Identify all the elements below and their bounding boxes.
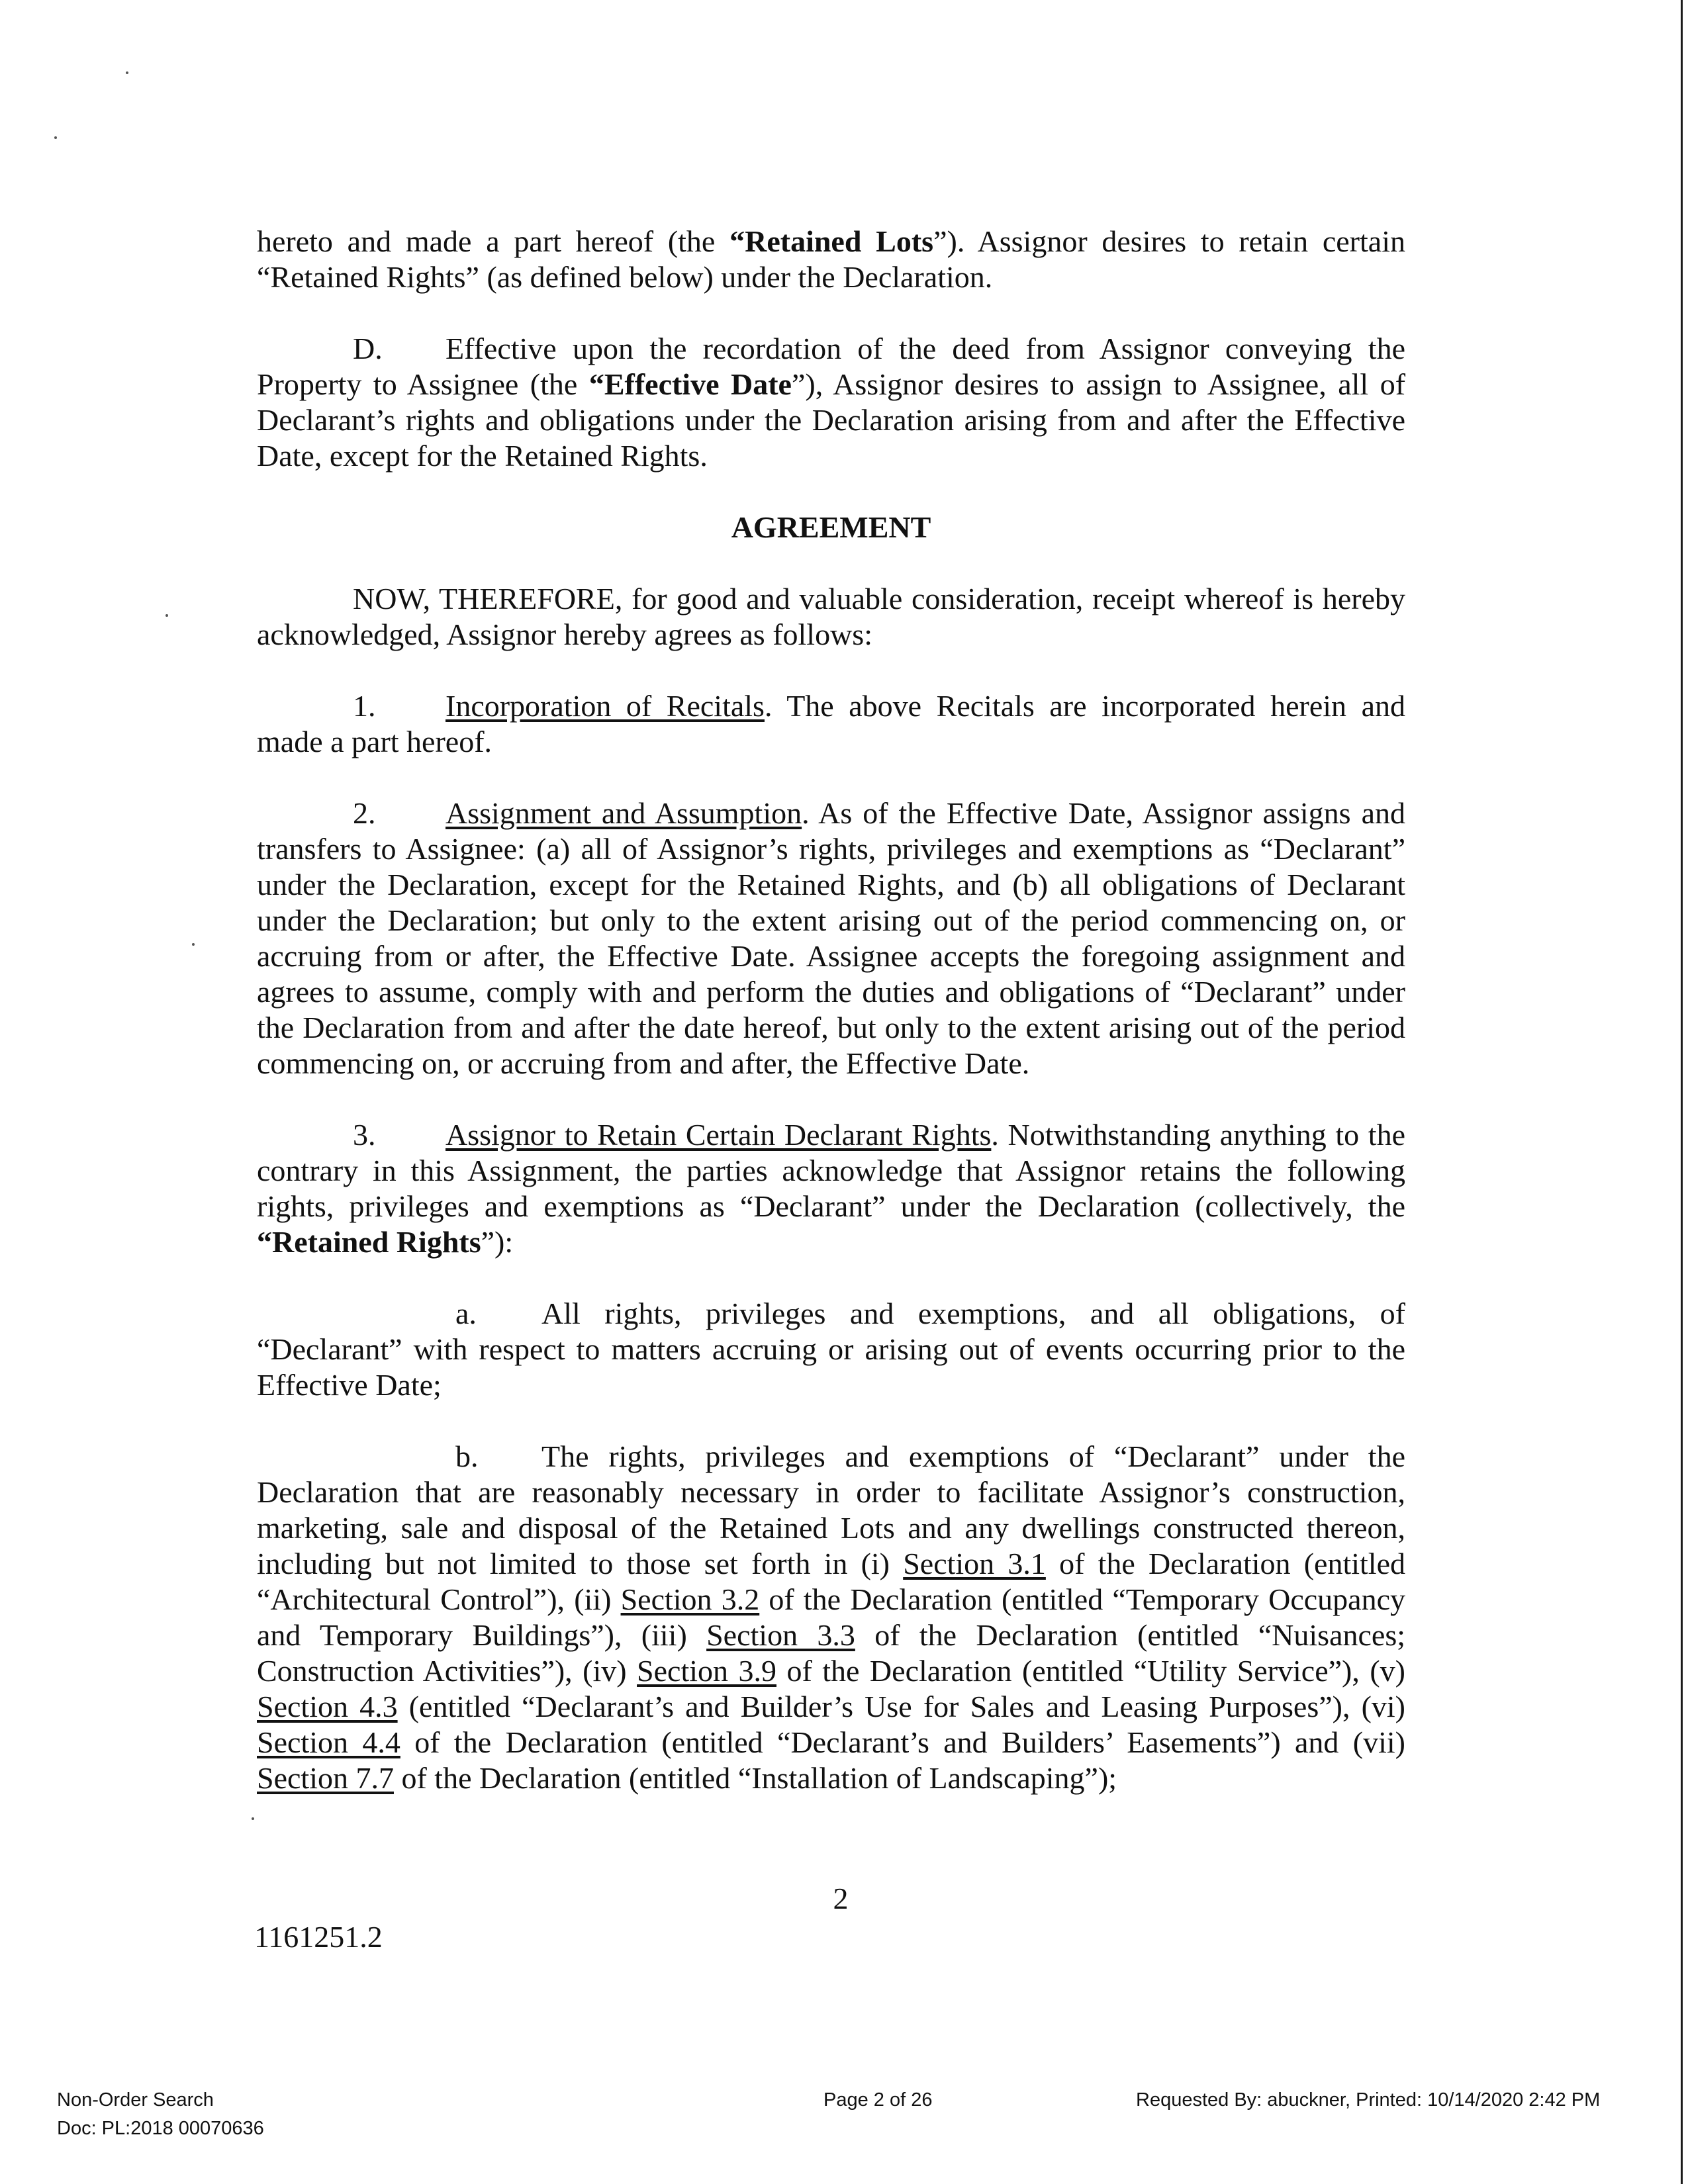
section-reference: Section 3.9 (637, 1654, 776, 1688)
footer-search-type: Non-Order Search (57, 2089, 214, 2111)
scan-edge-line (1681, 0, 1683, 2184)
footer-doc-number: Doc: PL:2018 00070636 (57, 2118, 264, 2139)
section-reference: Section 4.3 (257, 1690, 398, 1723)
document-body (257, 224, 1405, 1796)
section-number: 2. (353, 796, 376, 830)
scan-speck (165, 614, 168, 617)
scan-speck (252, 1817, 254, 1820)
page-number: 2 (833, 1882, 849, 1915)
scan-speck (192, 943, 195, 946)
section-3: 3. Assignor to Retain Certain Declarant Rights. Notwithstanding anything to the contrary in this Assignment, the parties acknowledge that Assignor retains the following rights, privileges and exemptions as “Declarant” under the Declaration (collectively, the “Retained Rights”): (257, 1118, 1405, 1259)
recital-c-continued: hereto and made a part hereof (the “Retained Lots”). Assignor desires to retain certain “Retained Rights” (as defined below) under the Declaration. (257, 224, 1405, 294)
section-heading: AGREEMENT (731, 510, 931, 544)
subsection-a: a. All rights, privileges and exemptions, and all obligations, of “Declarant” with respect to matters accruing or arising out of events occurring prior to the Effective Date; (257, 1297, 1405, 1402)
section-2: 2. Assignment and Assumption. As of the Effective Date, Assignor assigns and transfers to Assignee: (a) all of Assignor’s rights, privileges and exemptions as “Declarant” under the Declaration, except for the Retained Rights, and (b) all obligations of Declarant under the Declaration; but only to the extent arising out of the period commencing on, or accruing from or after, the Effective Date. Assignee accepts the foregoing assignment and agrees to assume, comply with and perform the duties and obligations of “Declarant” under the Declaration from and after the date hereof, but only to the extent arising out of the period commencing on, or accruing from and after, the Effective Date. (257, 796, 1405, 1080)
footer-page-count: Page 2 of 26 (823, 2089, 933, 2111)
document-id: 1161251.2 (254, 1920, 383, 1954)
section-title: Assignment and Assumption (445, 796, 802, 830)
section-reference: Section 3.2 (620, 1582, 760, 1616)
footer-requested-by: Requested By: abuckner, Printed: 10/14/2020 2:42 PM (1136, 2089, 1601, 2111)
section-1: 1. Incorporation of Recitals. The above Recitals are incorporated herein and made a part hereof. (257, 689, 1406, 758)
scan-speck (54, 136, 57, 139)
scan-speck (126, 71, 128, 74)
section-number: 1. (353, 689, 376, 723)
now-therefore-paragraph: NOW, THEREFORE, for good and valuable consideration, receipt whereof is hereby acknowledged, Assignor hereby agrees as follows: (257, 582, 1405, 651)
recital-label: D. (353, 332, 383, 365)
section-title: Incorporation of Recitals (445, 689, 765, 723)
section-reference: Section 3.3 (706, 1618, 855, 1652)
section-reference: Section 3.1 (903, 1547, 1046, 1580)
section-reference: Section 4.4 (257, 1725, 400, 1759)
subsection-label: b. (455, 1439, 479, 1473)
section-reference: Section 7.7 (257, 1761, 394, 1795)
recital-d: D. Effective upon the recordation of the deed from Assignor conveying the Property to Assignee (the “Effective Date”), Assignor desires to assign to Assignee, all of Declarant’s rights and obligations under the Declaration arising from and after the Effective Date, except for the Retained Rights. (257, 332, 1406, 473)
section-number: 3. (353, 1118, 376, 1152)
subsection-b: b. The rights, privileges and exemptions of “Declarant” under the Declaration that are reasonably necessary in order to facilitate Assignor’s construction, marketing, sale and disposal of the Retained Lots and any dwellings constructed thereon, including but not limited to those set forth in (i) Section 3.1 of the Declaration (entitled “Architectural Control”), (ii) Section 3.2 of the Declaration (entitled “Temporary Occupancy and Temporary Buildings”), (iii) Section 3.3 of the Declaration (entitled “Nuisances; Construction Activities”), (iv) Section 3.9 of the Declaration (entitled “Utility Service”), (v) Section 4.3 (entitled “Declarant’s and Builder’s Use for Sales and Leasing Purposes”), (vi) Section 4.4 of the Declaration (entitled “Declarant’s and Builders’ Easements”) and (vii) Section 7.7 of the Declaration (entitled “Installation of Landscaping”); (257, 1439, 1406, 1795)
section-title: Assignor to Retain Certain Declarant Rights (445, 1118, 992, 1152)
subsection-label: a. (455, 1297, 477, 1330)
